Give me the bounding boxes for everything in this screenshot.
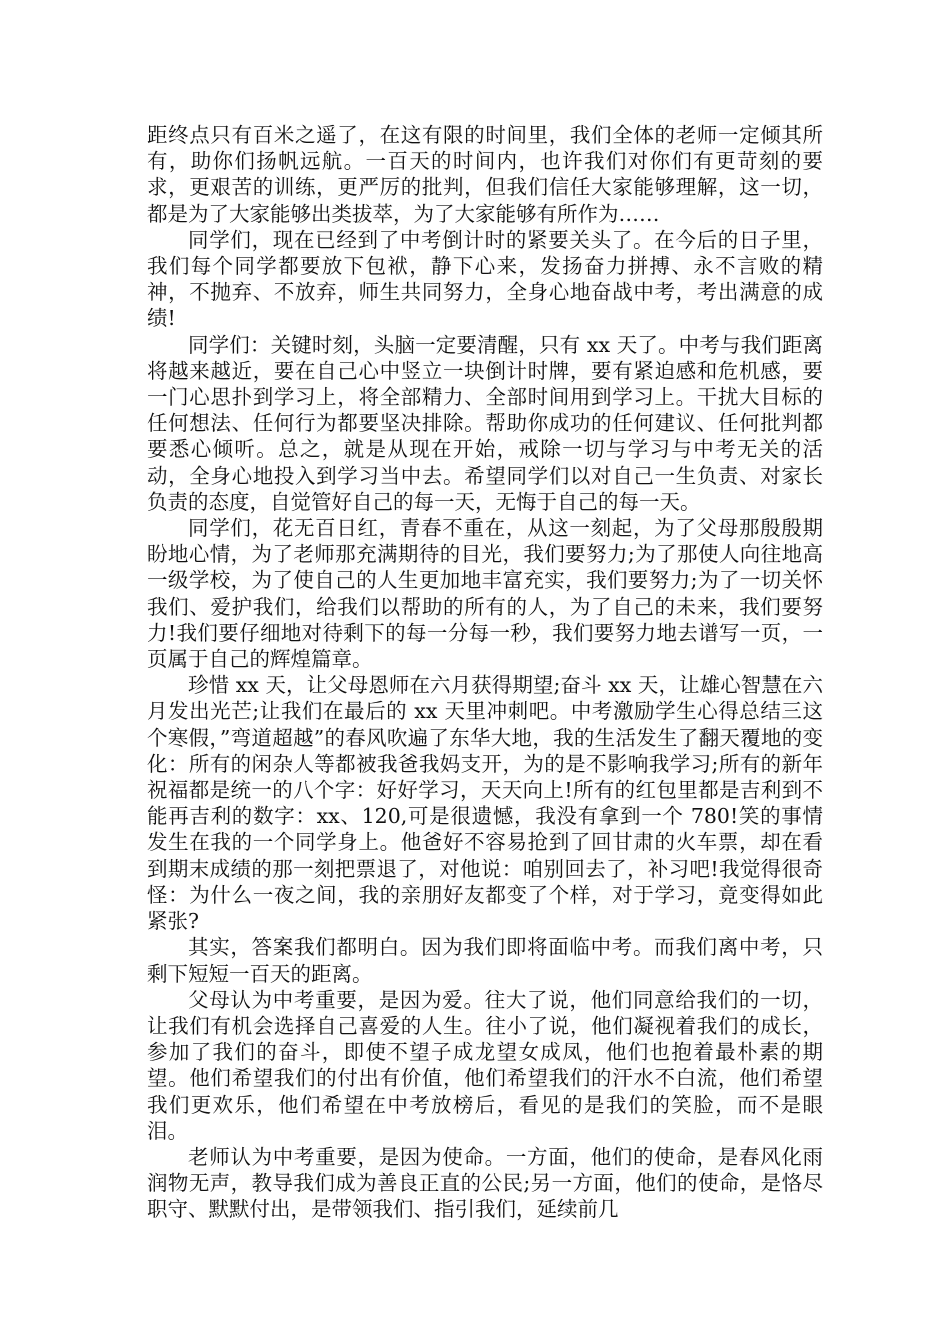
paragraph-4: 同学们，花无百日红，青春不重在，从这一刻起，为了父母那殷殷期盼地心情，为了老师那充满期待的目光，我们要努力;为了那使人向往地高一级学校，为了使自己的人生更加地丰富充实，我们要努力;为了一切关怀我们、爱护我们，给我们以帮助的所有的人，为了自己的未来，我们要努力!我们要仔细地对待剩下的每一分每一秒，我们要努力地去谱写一页，一页属于自己的辉煌篇章。 [147, 516, 823, 672]
paragraph-2: 同学们，现在已经到了中考倒计时的紧要关头了。在今后的日子里，我们每个同学都要放下包袱，静下心来，发扬奋力拼搏、永不言败的精神，不抛弃、不放弃，师生共同努力，全身心地奋战中考，考出满意的成绩! [147, 227, 823, 331]
document-body [147, 122, 823, 1223]
paragraph-6: 其实，答案我们都明白。因为我们即将面临中考。而我们离中考，只剩下短短一百天的距离。 [147, 935, 823, 986]
paragraph-1: 距终点只有百米之遥了，在这有限的时间里，我们全体的老师一定倾其所有，助你们扬帆远航。一百天的时间内，也许我们对你们有更苛刻的要求，更艰苦的训练，更严厉的批判，但我们信任大家能够理解，这一切，都是为了大家能够出类拔萃，为了大家能够有所作为…… [147, 123, 823, 226]
paragraph-7: 父母认为中考重要，是因为爱。往大了说，他们同意给我们的一切，让我们有机会选择自己喜爱的人生。往小了说，他们凝视着我们的成长，参加了我们的奋斗，即使不望子成龙望女成凤，他们也抱着最朴素的期望。他们希望我们的付出有价值，他们希望我们的汗水不白流，他们希望我们更欢乐，他们希望在中考放榜后，看见的是我们的笑脸，而不是眼泪。 [147, 987, 823, 1143]
paragraph-5: 珍惜 xx 天，让父母恩师在六月获得期望;奋斗 xx 天，让雄心智慧在六月发出光芒;让我们在最后的 xx 天里冲刺吧。中考激励学生心得总结三这个寒假，”弯道超越”的春风吹遍了东华大地，我的生活发生了翻天覆地的变化：所有的闲杂人等都被我爸我妈支开，为的是不影响我学习;所有的新年祝福都是统一的八个字：好好学习，天天向上!所有的红包里都是吉利到不能再吉利的数字：xx、120,可是很遗憾，我没有拿到一个 780!笑的事情发生在我的一个同学身上。他爸好不容易抢到了回甘肃的火车票，却在看到期末成绩的那一刻把票退了，对他说：咱别回去了，补习吧!我觉得很奇怪：为什么一夜之间，我的亲朋好友都变了个样，对于学习，竟变得如此紧张? [147, 673, 823, 934]
paragraph-3: 同学们：关键时刻，头脑一定要清醒，只有 xx 天了。中考与我们距离将越来越近，要在自己心中竖立一块倒计时牌，要有紧迫感和危机感，要一门心思扑到学习上，将全部精力、全部时间用到学习上。干扰大目标的任何想法、任何行为都要坚决排除。帮助你成功的任何建议、任何批判都要悉心倾听。总之，就是从现在开始，戒除一切与学习与中考无关的活动，全身心地投入到学习当中去。希望同学们以对自己一生负责、对家长负责的态度，自觉管好自己的每一天，无悔于自己的每一天。 [147, 332, 823, 514]
paragraph-8: 老师认为中考重要，是因为使命。一方面，他们的使命，是春风化雨润物无声，教导我们成为善良正直的公民;另一方面，他们的使命，是恪尽职守、默默付出，是带领我们、指引我们，延续前几 [147, 1144, 823, 1222]
